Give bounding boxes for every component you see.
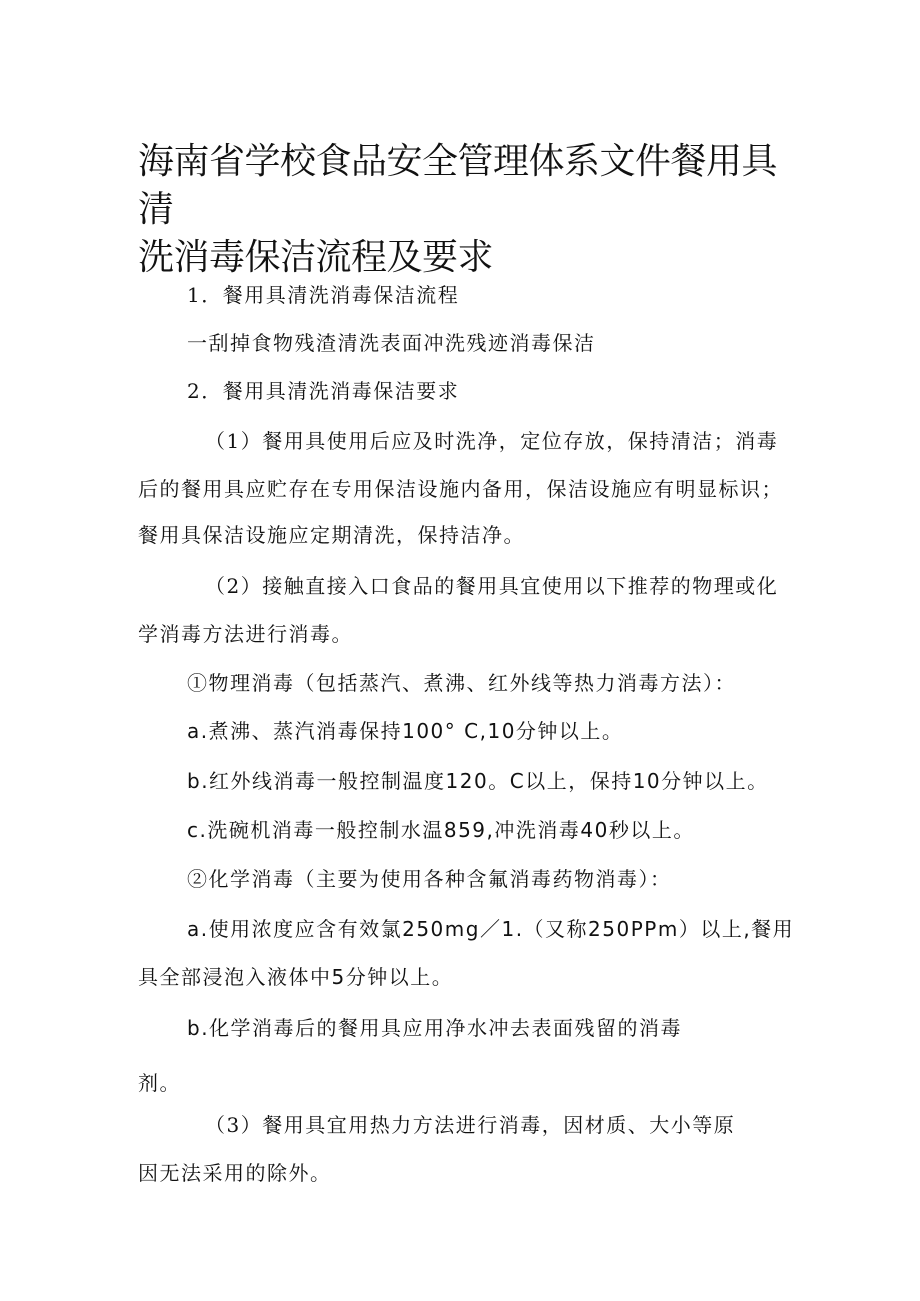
chemical-item-b-line-1: b.化学消毒后的餐用具应用净水冲去表面残留的消毒 <box>187 1016 683 1040</box>
title-line-2: 洗消毒保洁流程及要求 <box>138 237 494 278</box>
title-line-1: 海南省学校食品安全管理体系文件餐用具清 <box>138 141 778 230</box>
chemical-disinfection-heading: ②化学消毒（主要为使用各种含氟消毒药物消毒）： <box>187 867 672 891</box>
document-title <box>138 138 798 282</box>
paragraph-1-line-2: 后的餐用具应贮存在专用保洁设施内备用，保洁设施应有明显标识； <box>138 477 783 501</box>
chemical-item-a-line-1: a.使用浓度应含有效氯250mg／1.（又称250PPm）以上,餐用 <box>187 917 795 941</box>
physical-item-b: b.红外线消毒一般控制温度120。C以上，保持10分钟以上。 <box>187 769 769 793</box>
section-1-heading: 1．餐用具清洗消毒保洁流程 <box>187 283 460 307</box>
paragraph-3-line-1: （3）餐用具宜用热力方法进行消毒，因材质、大小等原 <box>205 1113 736 1137</box>
paragraph-2-line-1: （2）接触直接入口食品的餐用具宜使用以下推荐的物理或化 <box>205 574 779 598</box>
physical-item-a: a.煮沸、蒸汽消毒保持100° C,10分钟以上。 <box>187 719 624 743</box>
chemical-item-b-line-2: 剂。 <box>138 1071 181 1095</box>
paragraph-1-line-1: （1）餐用具使用后应及时洗净，定位存放，保持清洁；消毒 <box>205 429 779 453</box>
physical-item-c: c.洗碗机消毒一般控制水温859,冲洗消毒40秒以上。 <box>187 818 695 842</box>
paragraph-2-line-2: 学消毒方法进行消毒。 <box>138 622 353 646</box>
physical-disinfection-heading: ①物理消毒（包括蒸汽、煮沸、红外线等热力消毒方法）： <box>187 671 736 695</box>
paragraph-3-line-2: 因无法采用的除外。 <box>138 1161 332 1185</box>
chemical-item-a-line-2: 具全部浸泡入液体中5分钟以上。 <box>138 965 454 989</box>
section-2-heading: 2．餐用具清洗消毒保洁要求 <box>187 379 460 403</box>
section-1-flow: 一刮掉食物残渣清洗表面冲洗残迹消毒保洁 <box>187 331 596 355</box>
paragraph-1-line-3: 餐用具保洁设施应定期清洗，保持洁净。 <box>138 523 525 547</box>
